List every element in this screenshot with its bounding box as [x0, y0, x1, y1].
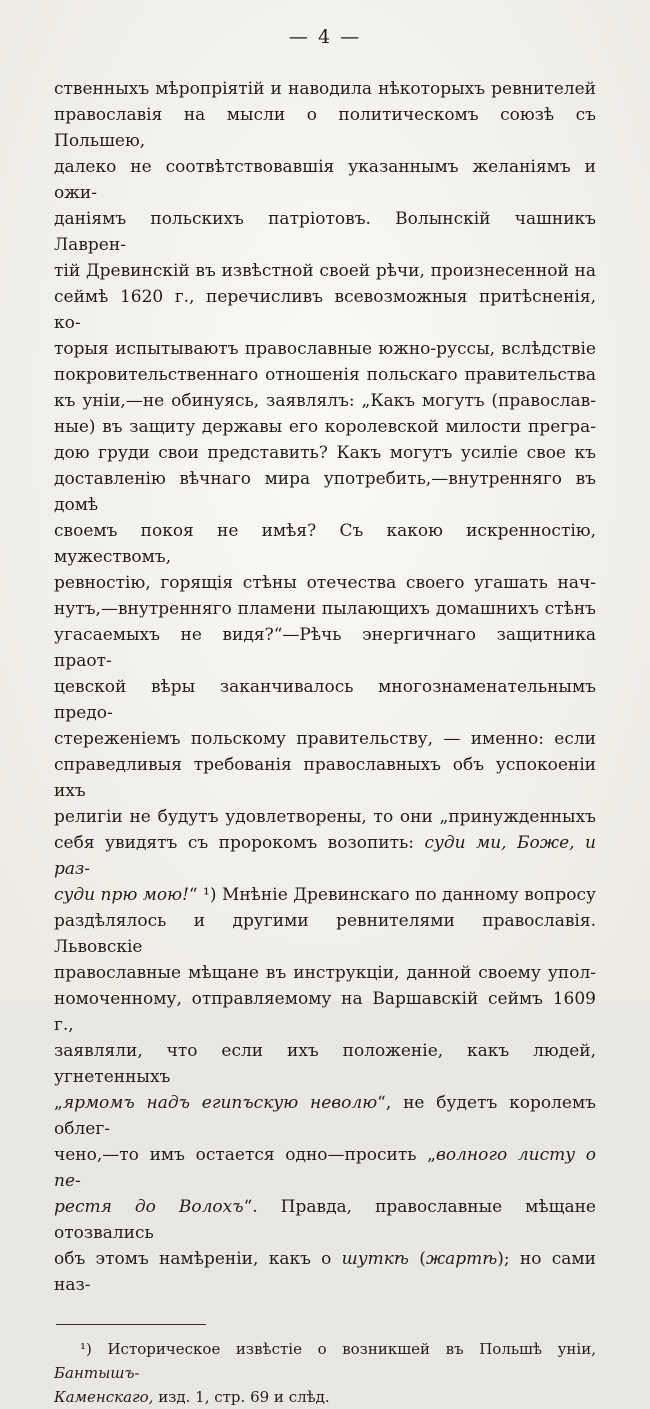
- text-line: [54, 1246, 596, 1298]
- text-line: [54, 674, 596, 726]
- text-segment: тій Древинскій въ извѣстной своей рѣчи, произнесенной на: [54, 261, 596, 281]
- text-segment: “. Правда, православные мѣщане отозвались: [54, 1197, 596, 1243]
- text-line: [54, 986, 596, 1038]
- text-line: [54, 284, 596, 336]
- text-line: [54, 804, 596, 830]
- text-segment: торыя испытываютъ православные южно-руссы, вслѣдствіе: [54, 339, 596, 359]
- text-segment: ¹) Историческое извѣстіе о возникшей въ Польшѣ уніи,: [80, 1340, 596, 1358]
- text-line: [54, 388, 596, 414]
- text-line: [54, 1038, 596, 1090]
- text-line: [54, 76, 596, 102]
- text-segment: „: [54, 1093, 63, 1113]
- italic-text-segment: суди ми, Боже, и раз-: [54, 833, 596, 879]
- text-segment: ные) въ защиту державы его королевской милости прегра-: [54, 417, 596, 437]
- text-segment: покровительственнаго отношенія польскаго правительства: [54, 365, 596, 385]
- text-line: [54, 596, 596, 622]
- text-line: [54, 882, 596, 908]
- page-number: — 4 —: [288, 26, 362, 48]
- text-segment: сеймѣ 1620 г., перечисливъ всевозможныя притѣсненія, ко-: [54, 287, 596, 333]
- text-segment: цевской вѣры заканчивалось многознаменательнымъ предо-: [54, 677, 596, 723]
- text-segment: ственныхъ мѣропріятій и наводила нѣкоторыхъ ревнителей: [54, 79, 596, 99]
- text-segment: даніямъ польскихъ патріотовъ. Волынскій чашникъ Лаврен-: [54, 209, 596, 255]
- text-line: [54, 206, 596, 258]
- italic-text-segment: ярмомъ надъ египъскую неволю: [62, 1093, 378, 1113]
- text-line: [54, 908, 596, 960]
- text-segment: нутъ,—внутренняго пламени пылающихъ домашнихъ стѣнъ: [54, 599, 596, 619]
- body-text: [54, 76, 596, 1298]
- text-line: [54, 726, 596, 752]
- text-segment: раздѣлялось и другими ревнителями православія. Львовскіе: [54, 911, 596, 957]
- text-segment: ревностію, горящія стѣны отечества своего угашать нач-: [54, 573, 596, 593]
- text-line: [54, 1337, 596, 1385]
- text-segment: заявляли, что если ихъ положеніе, какъ людей, угнетенныхъ: [54, 1041, 596, 1087]
- text-line: [54, 414, 596, 440]
- text-segment: православія на мысли о политическомъ союзѣ съ Польшею,: [54, 105, 596, 151]
- text-segment: далеко не соотвѣтствовавшія указаннымъ желаніямъ и ожи-: [54, 157, 596, 203]
- text-line: [54, 336, 596, 362]
- text-line: [54, 1194, 596, 1246]
- text-line: [54, 518, 596, 570]
- text-segment: угасаемыхъ не видя?“—Рѣчь энергичнаго защитника праот-: [54, 625, 596, 671]
- text-line: [54, 362, 596, 388]
- text-line: [54, 830, 596, 882]
- text-line: [54, 1090, 596, 1142]
- text-segment: объ этомъ намѣреніи, какъ о: [54, 1249, 342, 1269]
- footnote-separator: [56, 1324, 206, 1325]
- text-line: [54, 1385, 596, 1409]
- text-segment: доставленію вѣчнаго мира употребить,—внутренняго въ домѣ: [54, 469, 596, 515]
- text-segment: “ ¹) Мнѣніе Древинскаго по данному вопросу: [188, 885, 596, 905]
- text-segment: религіи не будутъ удовлетворены, то они „принужденныхъ: [54, 807, 596, 827]
- text-line: [54, 960, 596, 986]
- italic-text-segment: рестя до Волохъ: [54, 1197, 244, 1217]
- text-segment: себя увидятъ съ пророкомъ возопить:: [54, 833, 425, 853]
- italic-text-segment: Каменскаго,: [54, 1388, 154, 1406]
- text-segment: (: [408, 1249, 426, 1269]
- italic-text-segment: жартѣ: [425, 1249, 498, 1269]
- text-segment: своемъ покоя не имѣя? Съ какою искренностію, мужествомъ,: [54, 521, 596, 567]
- text-segment: изд. 1, стр. 69 и слѣд.: [153, 1388, 330, 1406]
- text-line: [54, 752, 596, 804]
- italic-text-segment: шуткѣ: [341, 1249, 409, 1269]
- text-segment: дою груди свои представить? Какъ могутъ усиліе свое къ: [54, 443, 596, 463]
- text-line: [54, 440, 596, 466]
- text-line: [54, 258, 596, 284]
- text-line: [54, 154, 596, 206]
- text-line: [54, 570, 596, 596]
- text-segment: справедливыя требованія православныхъ объ успокоеніи ихъ: [54, 755, 596, 801]
- italic-text-segment: Бантышъ-: [54, 1364, 140, 1382]
- footnote: [54, 1337, 596, 1409]
- italic-text-segment: суди прю мою!: [54, 885, 189, 905]
- text-segment: чено,—то имъ остается одно—просить „: [54, 1145, 436, 1165]
- text-line: [54, 1142, 596, 1194]
- text-segment: ); но сами наз-: [54, 1249, 596, 1295]
- text-line: [54, 102, 596, 154]
- text-segment: къ уніи,—не обинуясь, заявлялъ: „Какъ могутъ (православ-: [54, 391, 596, 411]
- text-segment: “, не будетъ королемъ облег-: [54, 1093, 596, 1139]
- text-segment: номоченному, отправляемому на Варшавскій сеймъ 1609 г.,: [54, 989, 596, 1035]
- italic-text-segment: волного листу о пе-: [54, 1145, 597, 1191]
- text-segment: стереженіемъ польскому правительству, — именно: если: [54, 729, 596, 749]
- text-line: [54, 466, 596, 518]
- text-line: [54, 622, 596, 674]
- text-segment: православные мѣщане въ инструкціи, данной своему упол-: [54, 963, 596, 983]
